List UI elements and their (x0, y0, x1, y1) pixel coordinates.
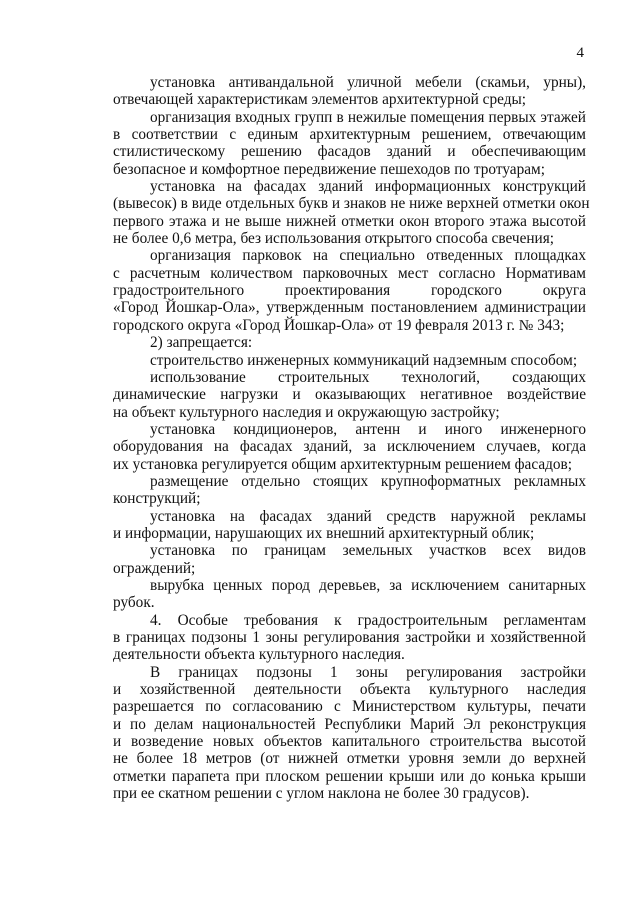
text-line: установка по границам земельных участков всех видов (150, 542, 586, 560)
text-line: первого этажа и не выше нижней отметки окон второго этажа высотой (113, 212, 586, 230)
text-line: и по делам национальностей Республики Марий Эл реконструкция (113, 715, 586, 733)
text-line: «Город Йошкар-Ола», утвержденным постановлением администрации (113, 299, 586, 317)
paragraph (113, 109, 586, 178)
text-line: в соответствии с единым архитектурным решением, отвечающим (113, 126, 586, 144)
text-line: и хозяйственной деятельности объекта культурного наследия (113, 681, 586, 699)
text-line: и возведение новых объектов капитального строительства высотой (113, 733, 586, 751)
text-line: установка кондиционеров, антенн и иного инженерного (150, 420, 586, 438)
text-line: их установка регулируется общим архитектурным решением фасадов; (113, 455, 573, 473)
text-line: 2) запрещается: (150, 334, 253, 352)
text-line: ограждений; (113, 559, 196, 577)
text-line: с расчетным количеством парковочных мест согласно Нормативам (113, 264, 586, 282)
paragraph (113, 334, 586, 351)
text-line: отметки парапета при плоском решении крыши или до конька крыши (113, 767, 586, 785)
paragraph (113, 247, 586, 334)
text-line: отвечающей характеристикам элементов архитектурной среды; (113, 91, 527, 109)
text-line: установка антивандальной уличной мебели (скамьи, урны), (150, 74, 586, 91)
text-line: деятельности объекта культурного наследия. (113, 646, 405, 664)
paragraph (113, 542, 586, 577)
text-line: и информации, нарушающих их внешний архитектурный облик; (113, 524, 535, 542)
paragraph (113, 577, 586, 612)
text-line: организация входных групп в нежилые помещения первых этажей (150, 108, 586, 126)
text-line: рубок. (113, 594, 155, 612)
text-line: размещение отдельно стоящих крупноформатных рекламных (150, 472, 586, 490)
text-line: безопасное и комфортное передвижение пешеходов по тротуарам; (113, 160, 545, 178)
paragraph (113, 612, 586, 664)
text-line: в границах подзоны 1 зоны регулирования застройки и хозяйственной (113, 629, 586, 646)
page-number: 4 (576, 45, 584, 61)
text-line: градостроительного проектирования городского округа (113, 282, 586, 300)
text-line: стилистическому решению фасадов зданий и обеспечивающим (113, 143, 586, 161)
text-line: В границах подзоны 1 зоны регулирования застройки (150, 663, 586, 681)
text-line: городского округа «Город Йошкар-Ола» от 19 февраля 2013 г. № 343; (113, 316, 565, 334)
text-line: динамические нагрузки и оказывающих негативное воздействие (113, 386, 586, 404)
paragraph (113, 664, 586, 803)
text-line: (вывесок) в виде отдельных букв и знаков не ниже верхней отметки окон (113, 195, 590, 213)
text-line: установка на фасадах зданий средств наружной рекламы (150, 507, 586, 525)
text-line: конструкций; (113, 490, 201, 508)
text-line: на объект культурного наследия и окружающую застройку; (113, 403, 500, 421)
text-line: 4. Особые требования к градостроительным регламентам (150, 611, 586, 629)
text-line: при ее скатном решении с углом наклона не более 30 градусов). (113, 785, 530, 803)
paragraph (113, 352, 586, 369)
paragraph (113, 421, 586, 473)
text-line: разрешается по согласованию с Министерством культуры, печати (113, 698, 586, 716)
text-line: организация парковок на специально отведенных площадках (150, 247, 586, 265)
text-line: строительство инженерных коммуникаций надземным способом; (150, 351, 578, 369)
paragraph (113, 369, 586, 421)
text-line: не более 18 метров (от нижней отметки уровня земли до верхней (113, 750, 586, 768)
paragraph (113, 508, 586, 543)
text-line: вырубка ценных пород деревьев, за исключением санитарных (150, 576, 586, 594)
document-body (113, 74, 590, 803)
paragraph (113, 74, 586, 109)
text-line: установка на фасадах зданий информационных конструкций (150, 178, 586, 196)
text-line: не более 0,6 метра, без использования открытого способа свечения; (113, 230, 555, 248)
paragraph (113, 178, 590, 248)
text-line: оборудования на фасадах зданий, за исключением случаев, когда (113, 438, 586, 456)
paragraph (113, 473, 586, 508)
text-line: использование строительных технологий, создающих (150, 368, 586, 386)
